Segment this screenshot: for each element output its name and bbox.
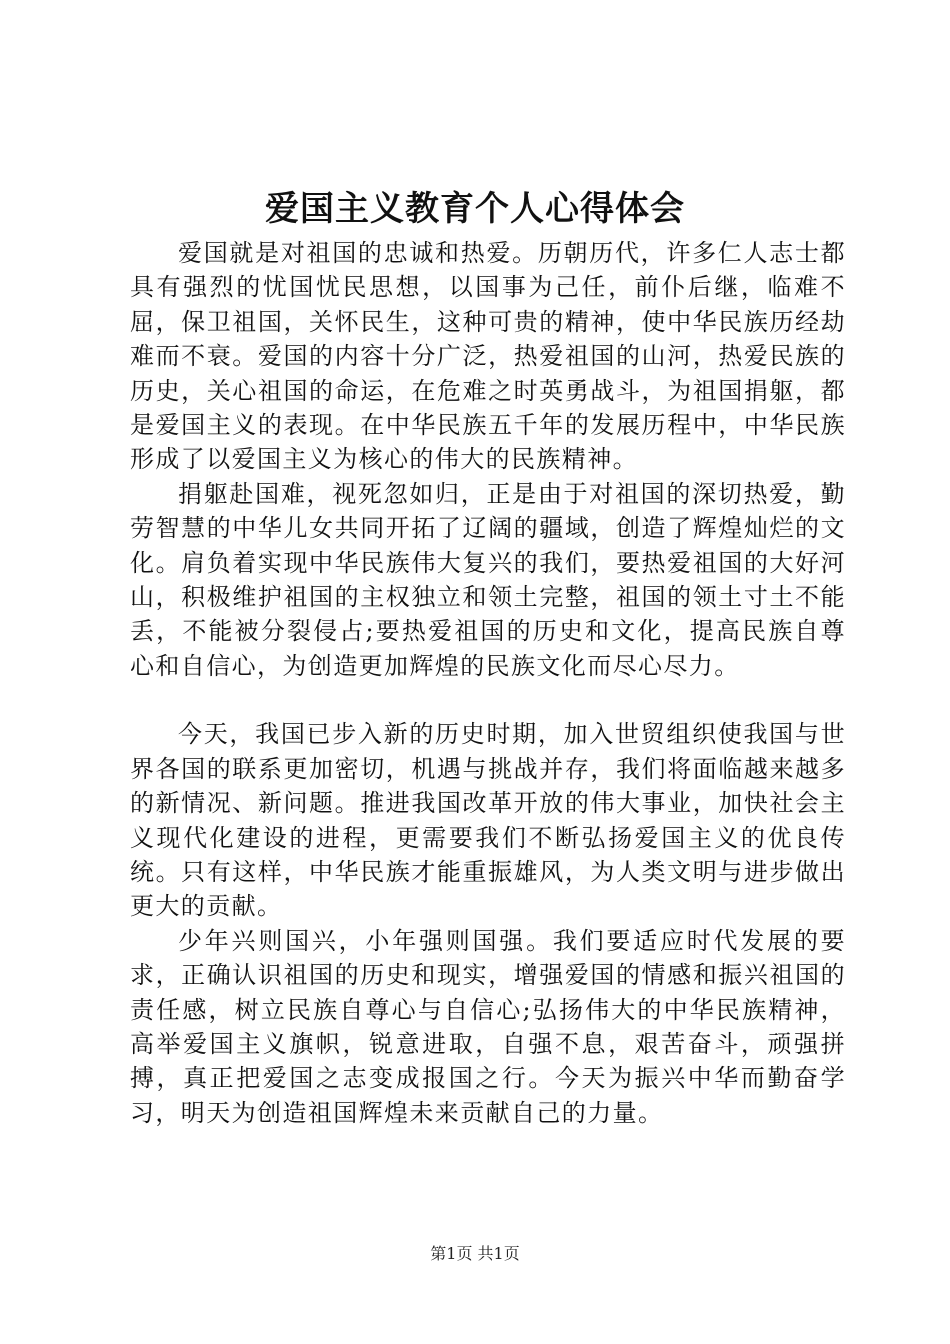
document-body [130,236,846,1130]
document-title: 爱国主义教育个人心得体会 [265,189,685,229]
paragraph-1: 爱国就是对祖国的忠诚和热爱。历朝历代，许多仁人志士都具有强烈的忧国忧民思想，以国事为己任，前仆后继，临难不屈，保卫祖国，关怀民生，这种可贵的精神，使中华民族历经劫难而不衰。爱国的内容十分广泛，热爱祖国的山河，热爱民族的历史，关心祖国的命运，在危难之时英勇战斗，为祖国捐躯，都是爱国主义的表现。在中华民族五千年的发展历程中，中华民族形成了以爱国主义为核心的伟大的民族精神。 [130,239,846,474]
paragraph-2: 捐躯赴国难，视死忽如归，正是由于对祖国的深切热爱，勤劳智慧的中华儿女共同开拓了辽阔的疆域，创造了辉煌灿烂的文化。肩负着实现中华民族伟大复兴的我们，要热爱祖国的大好河山，积极维护祖国的主权独立和领土完整，祖国的领土寸土不能丢，不能被分裂侵占;要热爱祖国的历史和文化，提高民族自尊心和自信心，为创造更加辉煌的民族文化而尽心尽力。 [130,479,846,680]
paragraph-4: 少年兴则国兴，小年强则国强。我们要适应时代发展的要求，正确认识祖国的历史和现实，增强爱国的情感和振兴祖国的责任感，树立民族自尊心与自信心;弘扬伟大的中华民族精神，高举爱国主义旗帜，锐意进取，自强不息，艰苦奋斗，顽强拼搏，真正把爱国之志变成报国之行。今天为振兴中华而勤奋学习，明天为创造祖国辉煌未来贡献自己的力量。 [130,926,846,1127]
page-footer: 第1页 共1页 [430,1244,520,1263]
paragraph-3: 今天，我国已步入新的历史时期，加入世贸组织使我国与世界各国的联系更加密切，机遇与挑战并存，我们将面临越来越多的新情况、新问题。推进我国改革开放的伟大事业，加快社会主义现代化建设的进程，更需要我们不断弘扬爱国主义的优良传统。只有这样，中华民族才能重振雄风，为人类文明与进步做出更大的贡献。 [130,720,846,921]
